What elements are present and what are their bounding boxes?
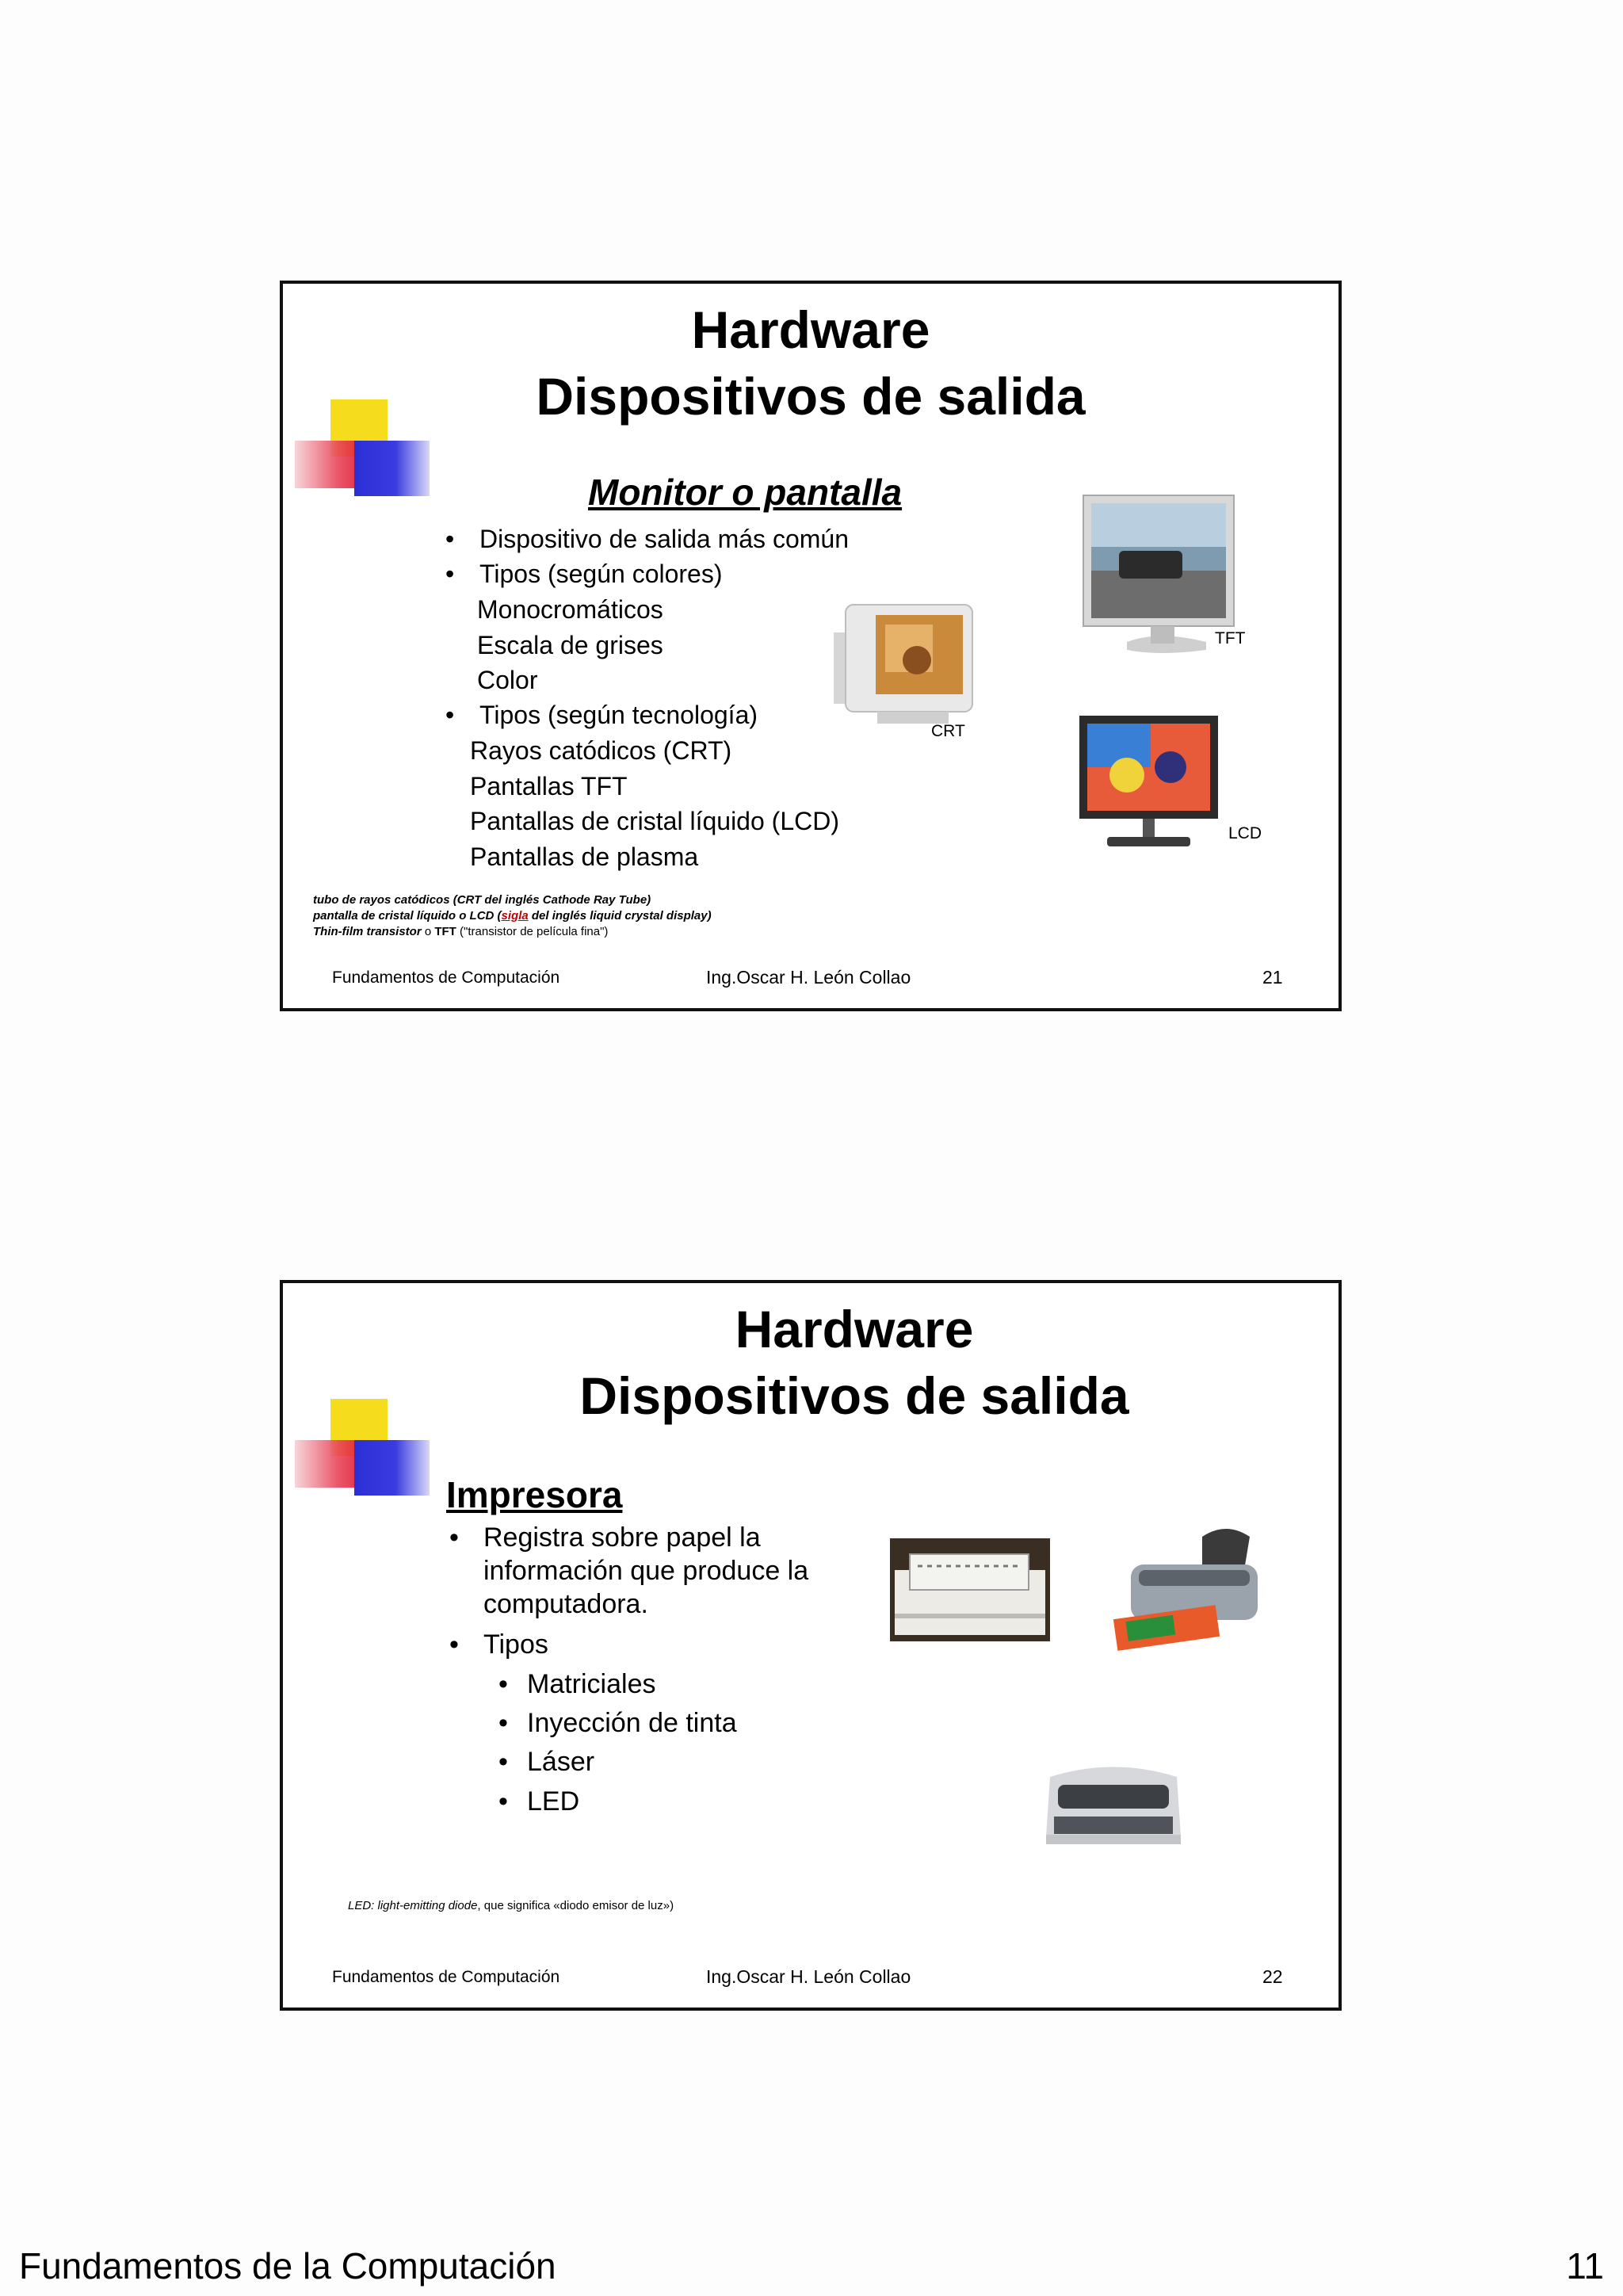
type-item: • Inyección de tinta bbox=[498, 1708, 737, 1738]
crt-caption: CRT bbox=[931, 722, 965, 740]
sigla-link[interactable]: sigla bbox=[501, 909, 529, 923]
lcd-caption: LCD bbox=[1228, 824, 1262, 842]
bullet-item: • Dispositivo de salida más común bbox=[445, 525, 849, 553]
dot-matrix-printer-image bbox=[890, 1538, 1050, 1641]
page-footer-title: Fundamentos de la Computación bbox=[19, 2245, 556, 2286]
bullet-item: • Tipos bbox=[449, 1629, 548, 1660]
title-line-1: Hardware bbox=[691, 300, 930, 359]
bullet-item: • Tipos (según tecnología) bbox=[445, 701, 758, 729]
footnote-led: LED: light-emitting diode, que significa «diodo emisor de luz») bbox=[348, 1899, 674, 1912]
title-line-1: Hardware bbox=[735, 1300, 974, 1358]
slide-number: 22 bbox=[1262, 1966, 1283, 1987]
sub-item: Escala de grises bbox=[477, 631, 663, 659]
type-item: • Matriciales bbox=[498, 1669, 656, 1699]
title-line-2: Dispositivos de salida bbox=[579, 1366, 1129, 1425]
crt-monitor-image bbox=[830, 601, 980, 728]
page-number: 11 bbox=[1566, 2245, 1604, 2286]
slide-title bbox=[283, 296, 1338, 430]
footnote-tft: Thin-film transistor o TFT ("transistor de película fina") bbox=[313, 925, 609, 938]
slide-footer-center: Ing.Oscar H. León Collao bbox=[706, 1966, 911, 1987]
inkjet-printer-image bbox=[1107, 1521, 1274, 1656]
footnote-crt: tubo de rayos catódicos (CRT del inglés Cathode Ray Tube) bbox=[313, 893, 651, 907]
section-subtitle: Impresora bbox=[446, 1474, 623, 1515]
slide-22 bbox=[280, 1280, 1342, 2011]
slide-footer-left: Fundamentos de Computación bbox=[332, 1968, 560, 1986]
title-line-2: Dispositivos de salida bbox=[536, 367, 1086, 426]
type-item: • Láser bbox=[498, 1747, 595, 1777]
bullet-item: • Registra sobre papel la información que produce la computadora. bbox=[449, 1522, 809, 1619]
sub-item: Color bbox=[477, 666, 538, 694]
slide-number: 21 bbox=[1262, 967, 1283, 988]
bullet-item: • Tipos (según colores) bbox=[445, 560, 723, 588]
footnote-lcd: pantalla de cristal líquido o LCD (sigla del inglés liquid crystal display) bbox=[313, 909, 712, 923]
slide-21 bbox=[280, 281, 1342, 1011]
sub-item: Rayos catódicos (CRT) bbox=[470, 736, 732, 765]
lcd-monitor-image bbox=[1075, 712, 1222, 854]
sub-item: Pantallas de cristal líquido (LCD) bbox=[470, 807, 839, 835]
laser-printer-image bbox=[1038, 1757, 1189, 1848]
slide-footer-center: Ing.Oscar H. León Collao bbox=[706, 967, 911, 988]
sub-item: Monocromáticos bbox=[477, 595, 663, 624]
type-item: • LED bbox=[498, 1786, 580, 1817]
sub-item: Pantallas de plasma bbox=[470, 842, 699, 871]
slide-footer-left: Fundamentos de Computación bbox=[332, 968, 560, 987]
slide-title bbox=[370, 1296, 1338, 1429]
section-subtitle: Monitor o pantalla bbox=[588, 472, 903, 513]
tft-caption: TFT bbox=[1215, 629, 1246, 648]
sub-item: Pantallas TFT bbox=[470, 772, 628, 800]
